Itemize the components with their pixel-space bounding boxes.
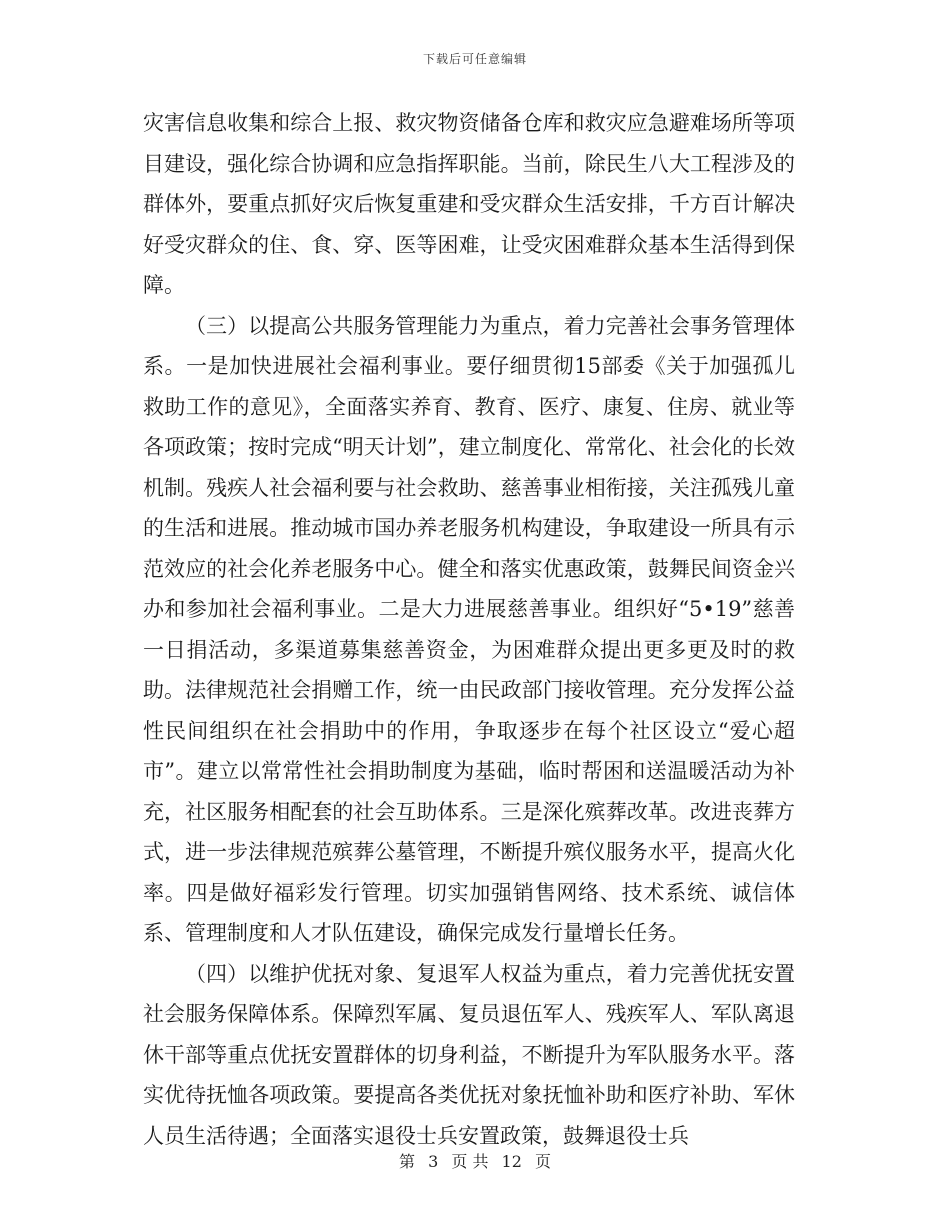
- footer-prefix: 第: [398, 1152, 415, 1171]
- paragraph-section-three: （三）以提高公共服务管理能力为重点，着力完善社会事务管理体系。一是加快进展社会福利事业。要仔细贯彻15部委《关于加强孤儿救助工作的意见》，全面落实养育、教育、医疗、康复、住房、就业等各项政策；按时完成“明天计划”，建立制度化、常常化、社会化的长效机制。残疾人社会福利要与社会救助、慈善事业相衔接，关注孤残儿童的生活和进展。推动城市国办养老服务机构建设，争取建设一所具有示范效应的社会化养老服务中心。健全和落实优惠政策，鼓舞民间资金兴办和参加社会福利事业。二是大力进展慈善事业。组织好“5•19”慈善一日捐活动，多渠道募集慈善资金，为困难群众提出更多更及时的救助。法律规范社会捐赠工作，统一由民政部门接收管理。充分发挥公益性民间组织在社会捐助中的作用，争取逐步在每个社区设立“爱心超市”。建立以常常性社会捐助制度为基础，临时帮困和送温暖活动为补充，社区服务相配套的社会互助体系。三是深化殡葬改革。改进丧葬方式，进一步法律规范殡葬公墓管理，不断提升殡仪服务水平，提高火化率。四是做好福彩发行管理。切实加强销售网络、技术系统、诚信体系、管理制度和人才队伍建设，确保完成发行量增长任务。: [143, 313, 795, 945]
- total-pages: 12: [501, 1152, 522, 1171]
- paragraph-section-four: （四）以维护优抚对象、复退军人权益为重点，着力完善优抚安置社会服务保障体系。保障烈军属、复员退伍军人、残疾军人、军队离退休干部等重点优抚安置群体的切身利益，不断提升为军队服务水平。落实优待抚恤各项政策。要提高各类优抚对象抚恤补助和医疗补助、军休人员生活待遇；全面落实退役士兵安置政策，鼓舞退役士兵: [143, 961, 795, 1148]
- page-number: 3: [428, 1152, 439, 1171]
- footer-suffix: 页: [535, 1152, 552, 1171]
- page-footer: [0, 1149, 950, 1172]
- footer-middle: 页 共: [451, 1152, 489, 1171]
- document-body: [143, 103, 795, 1156]
- page-header: 下载后可任意编辑: [422, 52, 527, 66]
- paragraph-continuation: 灾害信息收集和综合上报、救灾物资储备仓库和救灾应急避难场所等项目建设，强化综合协调和应急指挥职能。当前，除民生八大工程涉及的群体外，要重点抓好灾后恢复重建和受灾群众生活安排，千方百计解决好受灾群众的住、食、穿、医等困难，让受灾困难群众基本生活得到保障。: [143, 111, 795, 297]
